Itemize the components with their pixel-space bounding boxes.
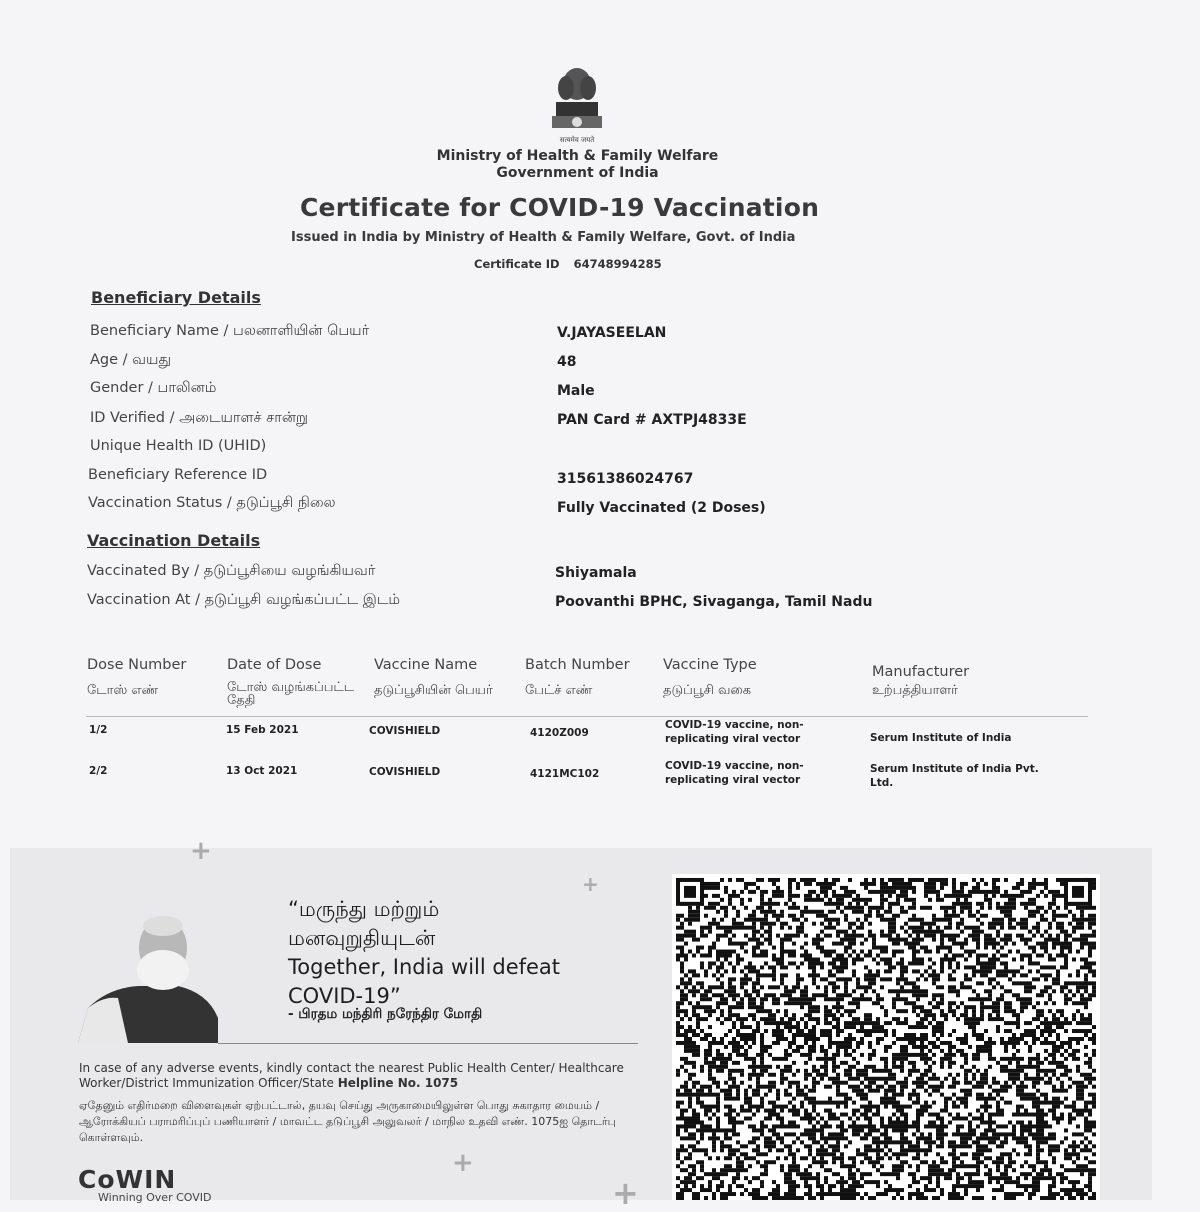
column-header: Vaccine Name: [374, 657, 478, 673]
plus-decoration-icon: +: [452, 1148, 474, 1178]
column-header: Batch Number: [525, 657, 630, 673]
table-cell: COVISHIELD: [369, 725, 441, 737]
table-cell: 1/2: [89, 724, 108, 736]
emblem-motto: सत्यमेव जयते: [559, 136, 595, 144]
table-divider: [86, 716, 1088, 717]
prime-minister-photo: [78, 908, 218, 1043]
field-value: PAN Card # AXTPJ4833E: [557, 412, 747, 428]
advisory-tamil: ஏதேனும் எதிர்மறை விளைவுகள் ஏற்பட்டால், தயவு செய்து அருகாமையிலுள்ள பொது சுகாதார மையம் / ஆரோக்கியப் பராமரிப்புப் பணியாளர் / மாவட்ட தடுப்பூசி அலுவலர் / மாநில உதவி எண். 1075ஐ தொடர்பு கொள்ளவும்.: [79, 1099, 616, 1144]
column-header: Manufacturer: [872, 664, 970, 680]
table-cell: COVID-19 vaccine, non-replicating viral vector: [665, 760, 804, 786]
government-name: Government of India: [496, 165, 659, 181]
field-label: Vaccination At / தடுப்பூசி வழங்கப்பட்ட இடம்: [87, 592, 401, 608]
field-value: V.JAYASEELAN: [557, 325, 667, 341]
field-value: Fully Vaccinated (2 Doses): [557, 500, 766, 516]
quote-attribution: - பிரதம மந்திரி நரேந்திர மோதி: [288, 1006, 483, 1022]
column-header-tamil: உற்பத்தியாளர்: [872, 683, 958, 698]
field-label: Age / வயது: [90, 352, 172, 368]
table-cell: 4121MC102: [530, 768, 600, 780]
column-header-tamil: டோஸ் வழங்கப்பட்ட தேதி: [227, 680, 355, 708]
column-header-tamil: தடுப்பூசி வகை: [663, 683, 752, 698]
footer-divider: [218, 1043, 638, 1044]
plus-decoration-icon: +: [190, 836, 212, 866]
field-label: Unique Health ID (UHID): [90, 438, 267, 454]
field-value: 48: [557, 354, 577, 370]
certificate-id: Certificate ID 64748994285: [474, 257, 662, 271]
table-cell: Serum Institute of India Pvt. Ltd.: [870, 763, 1039, 789]
cowin-tagline: Winning Over COVID: [98, 1191, 212, 1204]
page-title: Certificate for COVID-19 Vaccination: [300, 193, 820, 222]
quote: “மருந்து மற்றும் மனவுறுதியுடன் Together, India will defeat COVID-19”: [288, 897, 561, 1008]
column-header-tamil: தடுப்பூசியின் பெயர்: [374, 683, 493, 698]
page-subtitle: Issued in India by Ministry of Health & Family Welfare, Govt. of India: [291, 230, 796, 245]
column-header: Date of Dose: [227, 657, 322, 673]
field-label: Vaccination Status / தடுப்பூசி நிலை: [88, 495, 336, 511]
advisory-english: In case of any adverse events, kindly contact the nearest Public Health Center/ Healthcare Worker/District Immunization Officer/State Helpline No. 1075: [79, 1061, 624, 1090]
table-cell: COVID-19 vaccine, non-replicating viral vector: [665, 719, 804, 745]
field-value: Poovanthi BPHC, Sivaganga, Tamil Nadu: [555, 594, 873, 610]
field-label: Gender / பாலினம்: [90, 380, 217, 396]
cowin-logo: CoWIN: [78, 1165, 177, 1194]
field-value: Male: [557, 383, 595, 399]
plus-decoration-icon: +: [612, 1174, 639, 1212]
column-header-tamil: பேட்ச் எண்: [525, 683, 593, 698]
field-value: 31561386024767: [557, 471, 694, 487]
column-header: Vaccine Type: [663, 657, 757, 673]
table-cell: 15 Feb 2021: [226, 724, 299, 736]
table-cell: Serum Institute of India: [870, 732, 1012, 744]
field-value: Shiyamala: [555, 565, 637, 581]
beneficiary-heading: Beneficiary Details: [91, 288, 261, 307]
vaccination-heading: Vaccination Details: [87, 531, 261, 550]
table-cell: COVISHIELD: [369, 766, 441, 778]
column-header: Dose Number: [87, 657, 187, 673]
field-label: Vaccinated By / தடுப்பூசியை வழங்கியவர்: [87, 563, 376, 579]
field-label: ID Verified / அடையாளச் சான்று: [90, 410, 309, 426]
qr-code: [672, 874, 1100, 1200]
state-emblem-icon: [548, 62, 606, 146]
column-header-tamil: டோஸ் எண்: [87, 683, 159, 698]
table-cell: 2/2: [89, 765, 108, 777]
field-label: Beneficiary Reference ID: [88, 467, 268, 483]
helpline-number: Helpline No. 1075: [337, 1075, 459, 1090]
plus-decoration-icon: +: [582, 872, 599, 896]
table-cell: 13 Oct 2021: [226, 765, 298, 777]
ministry-name: Ministry of Health & Family Welfare: [436, 148, 719, 164]
table-cell: 4120Z009: [530, 727, 589, 739]
field-label: Beneficiary Name / பலனாளியின் பெயர்: [90, 323, 370, 339]
